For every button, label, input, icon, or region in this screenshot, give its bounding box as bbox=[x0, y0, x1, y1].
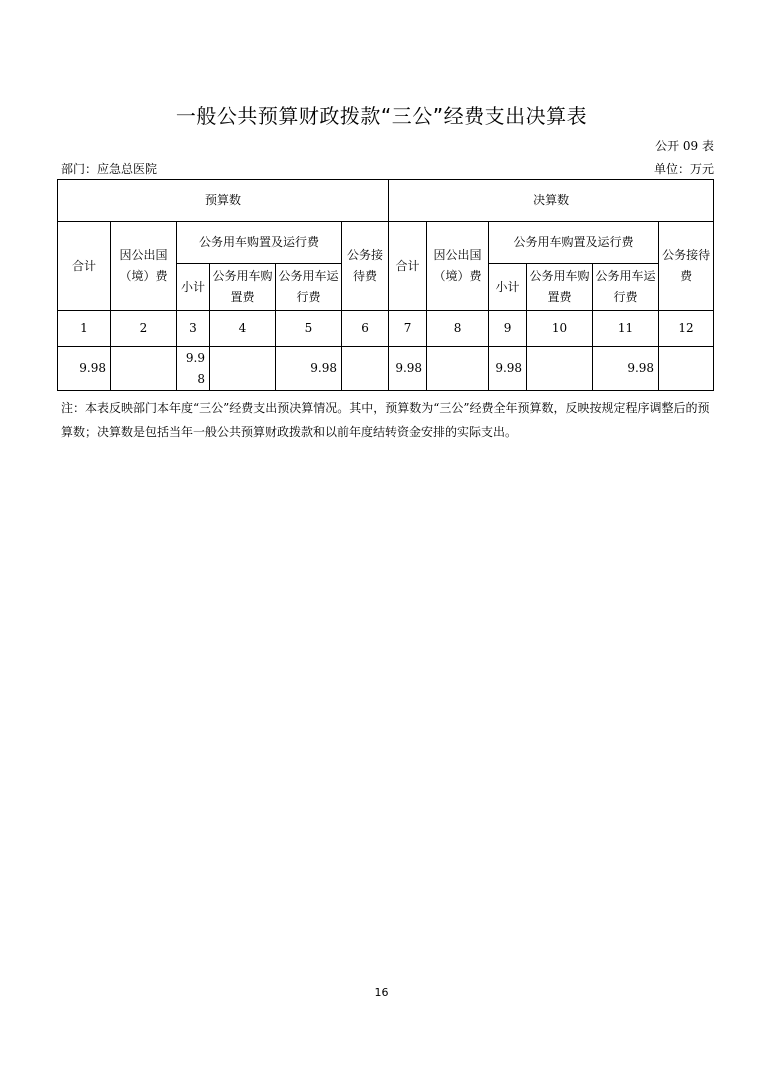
value-cell bbox=[342, 347, 389, 391]
final-header: 决算数 bbox=[389, 180, 714, 222]
unit-label: 单位：万元 bbox=[653, 162, 714, 176]
page-number: 16 bbox=[374, 986, 389, 999]
column-number: 6 bbox=[342, 311, 389, 347]
value-cell bbox=[659, 347, 714, 391]
final-abroad-header: 因公出国（境）费 bbox=[427, 222, 489, 311]
value-cell: 9.98 bbox=[177, 347, 210, 391]
column-number: 3 bbox=[177, 311, 210, 347]
final-total-header: 合计 bbox=[389, 222, 427, 311]
column-number: 4 bbox=[210, 311, 276, 347]
final-subtotal-header: 小计 bbox=[489, 264, 527, 311]
value-cell: 9.98 bbox=[489, 347, 527, 391]
column-number: 7 bbox=[389, 311, 427, 347]
column-number: 1 bbox=[58, 311, 111, 347]
budget-purchase-header: 公务用车购置费 bbox=[210, 264, 276, 311]
value-cell bbox=[111, 347, 177, 391]
column-number: 8 bbox=[427, 311, 489, 347]
value-cell: 9.98 bbox=[58, 347, 111, 391]
column-number: 11 bbox=[593, 311, 659, 347]
department-label: 部门：应急总医院 bbox=[61, 162, 158, 176]
value-cell bbox=[210, 347, 276, 391]
column-number: 2 bbox=[111, 311, 177, 347]
budget-subtotal-header: 小计 bbox=[177, 264, 210, 311]
final-purchase-header: 公务用车购置费 bbox=[527, 264, 593, 311]
final-reception-header: 公务接待费 bbox=[659, 222, 714, 311]
column-number: 9 bbox=[489, 311, 527, 347]
column-number: 10 bbox=[527, 311, 593, 347]
column-number: 5 bbox=[276, 311, 342, 347]
budget-abroad-header: 因公出国（境）费 bbox=[111, 222, 177, 311]
final-operation-header: 公务用车运行费 bbox=[593, 264, 659, 311]
budget-operation-header: 公务用车运行费 bbox=[276, 264, 342, 311]
budget-reception-header: 公务接待费 bbox=[342, 222, 389, 311]
form-number: 公开 09 表 bbox=[655, 139, 714, 153]
column-number: 12 bbox=[659, 311, 714, 347]
value-cell bbox=[427, 347, 489, 391]
budget-vehicle-header: 公务用车购置及运行费 bbox=[177, 222, 342, 264]
value-cell: 9.98 bbox=[389, 347, 427, 391]
budget-header: 预算数 bbox=[58, 180, 389, 222]
table-note: 注：本表反映部门本年度“三公”经费支出预决算情况。其中，预算数为“三公”经费全年预算数，反映按规定程序调整后的预算数；决算数是包括当年一般公共预算财政拨款和以前年度结转资金安排的实际支出。 bbox=[61, 401, 710, 439]
value-cell bbox=[527, 347, 593, 391]
value-cell: 9.98 bbox=[276, 347, 342, 391]
value-cell: 9.98 bbox=[593, 347, 659, 391]
page-title: 一般公共预算财政拨款“三公”经费支出决算表 bbox=[175, 104, 588, 128]
three-public-expenses-table bbox=[57, 179, 714, 391]
budget-total-header: 合计 bbox=[58, 222, 111, 311]
final-vehicle-header: 公务用车购置及运行费 bbox=[489, 222, 659, 264]
